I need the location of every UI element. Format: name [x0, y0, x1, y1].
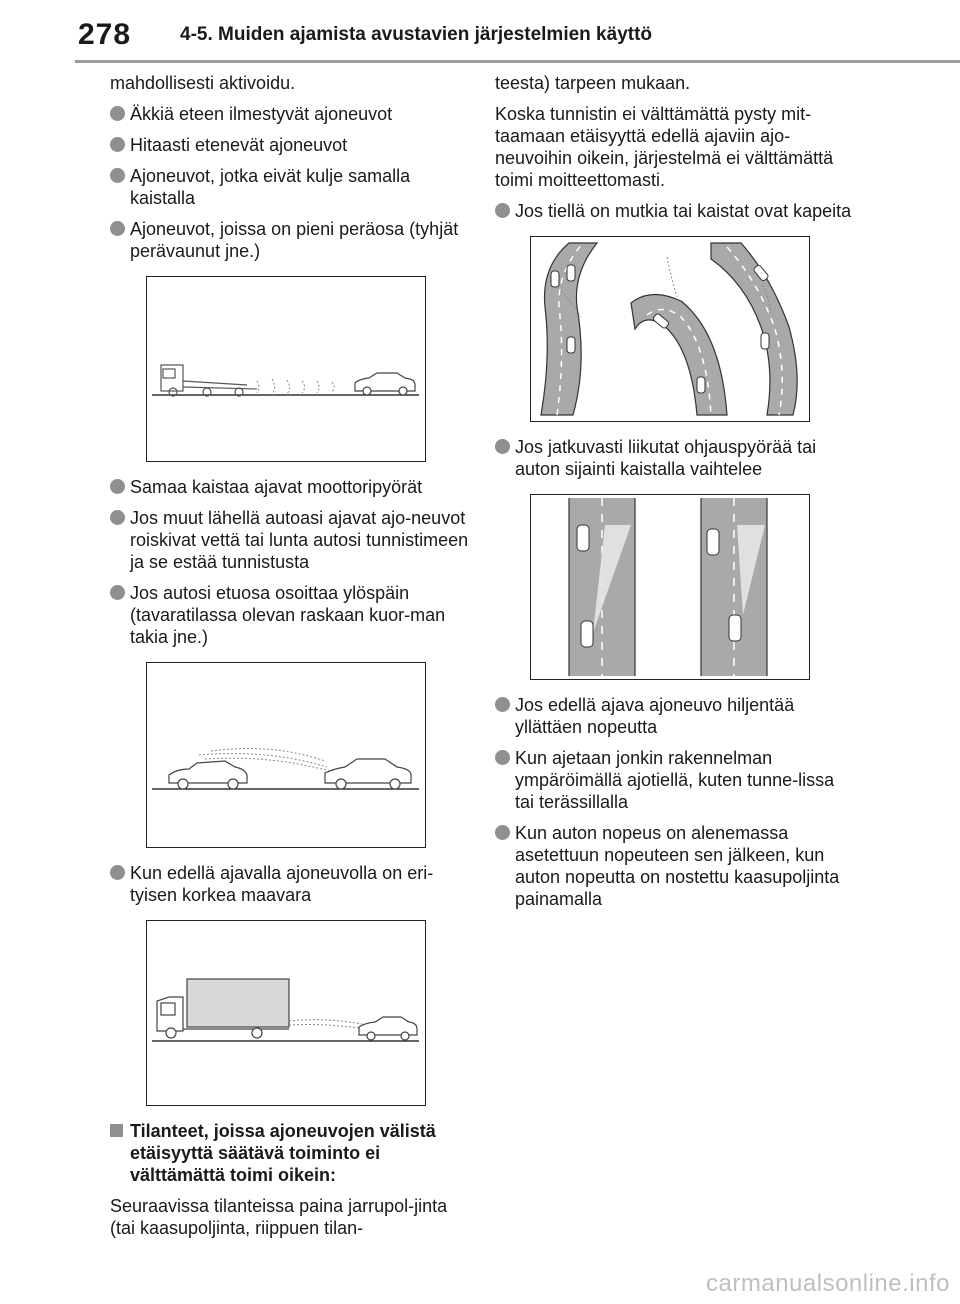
outro-text: Seuraavissa tilanteissa paina jarrupol-jinta (tai kaasupoljinta, riippuen tilan-: [110, 1196, 448, 1238]
list-item: Jos autosi etuosa osoittaa ylöspäin (tavaratilassa olevan raskaan kuor-man takia jne.): [110, 582, 470, 648]
list-item: Jos muut lähellä autoasi ajavat ajo-neuvot roiskivat vettä tai lunta autosi tunnistimeen ja se estää tunnistusta: [110, 507, 470, 573]
left-column: [110, 72, 470, 1248]
list-item: Jos jatkuvasti liikutat ohjauspyörää tai auton sijainti kaistalla vaihtelee: [495, 436, 855, 480]
section-title: 4-5. Muiden ajamista avustavien järjestelmien käyttö: [180, 24, 653, 45]
list-item: Ajoneuvot, joissa on pieni peräosa (tyhjät perävaunut jne.): [110, 218, 470, 262]
bullet-icon: [110, 585, 125, 600]
square-bullet-icon: [110, 1124, 123, 1137]
bullet-icon: [110, 510, 125, 525]
page-header: [0, 0, 960, 64]
intro-text: Koska tunnistin ei välttämättä pysty mit-taamaan etäisyyttä edellä ajaviin ajo-neuvoihin oikein, järjestelmä ei välttämättä toimi moitteettomasti.: [495, 104, 834, 190]
bullet-icon: [495, 203, 510, 218]
intro-text: teesta) tarpeen mukaan.: [495, 73, 691, 93]
illustration-empty-trailer: [146, 276, 426, 462]
list-item: Jos edellä ajava ajoneuvo hiljentää yllättäen nopeutta: [495, 694, 855, 738]
header-rule: [75, 60, 960, 63]
bullet-icon: [110, 168, 125, 183]
illustration-steering-weave: [530, 494, 810, 680]
list-item: Jos tiellä on mutkia tai kaistat ovat kapeita: [495, 200, 855, 222]
watermark: carmanualsonline.info: [706, 1270, 950, 1297]
right-column: [495, 72, 855, 919]
bullet-icon: [110, 106, 125, 121]
bullet-icon: [110, 221, 125, 236]
list-item: Kun edellä ajavalla ajoneuvolla on eri-tyisen korkea maavara: [110, 862, 470, 906]
section-heading: Tilanteet, joissa ajoneuvojen välistä etäisyyttä säätävä toiminto ei välttämättä toimi oikein:: [110, 1120, 470, 1186]
bullet-icon: [110, 137, 125, 152]
bullet-icon: [495, 750, 510, 765]
bullet-icon: [110, 479, 125, 494]
list-item: Kun auton nopeus on alenemassa asetettuun nopeuteen sen jälkeen, kun auton nopeutta on nostettu kaasupoljinta painamalla: [495, 822, 855, 910]
list-item: Samaa kaistaa ajavat moottoripyörät: [110, 476, 470, 498]
illustration-curved-roads: [530, 236, 810, 422]
list-item: Kun ajetaan jonkin rakennelman ympäröimällä ajotiellä, kuten tunne-lissa tai terässillalla: [495, 747, 855, 813]
page-number: 278: [78, 18, 132, 51]
bullet-icon: [495, 825, 510, 840]
bullet-icon: [495, 697, 510, 712]
intro-text: mahdollisesti aktivoidu.: [110, 73, 296, 93]
illustration-nose-up-car: [146, 662, 426, 848]
list-item: Hitaasti etenevät ajoneuvot: [110, 134, 470, 156]
illustration-high-truck: [146, 920, 426, 1106]
list-item: Äkkiä eteen ilmestyvät ajoneuvot: [110, 103, 470, 125]
bullet-icon: [110, 865, 125, 880]
bullet-icon: [495, 439, 510, 454]
list-item: Ajoneuvot, jotka eivät kulje samalla kaistalla: [110, 165, 470, 209]
